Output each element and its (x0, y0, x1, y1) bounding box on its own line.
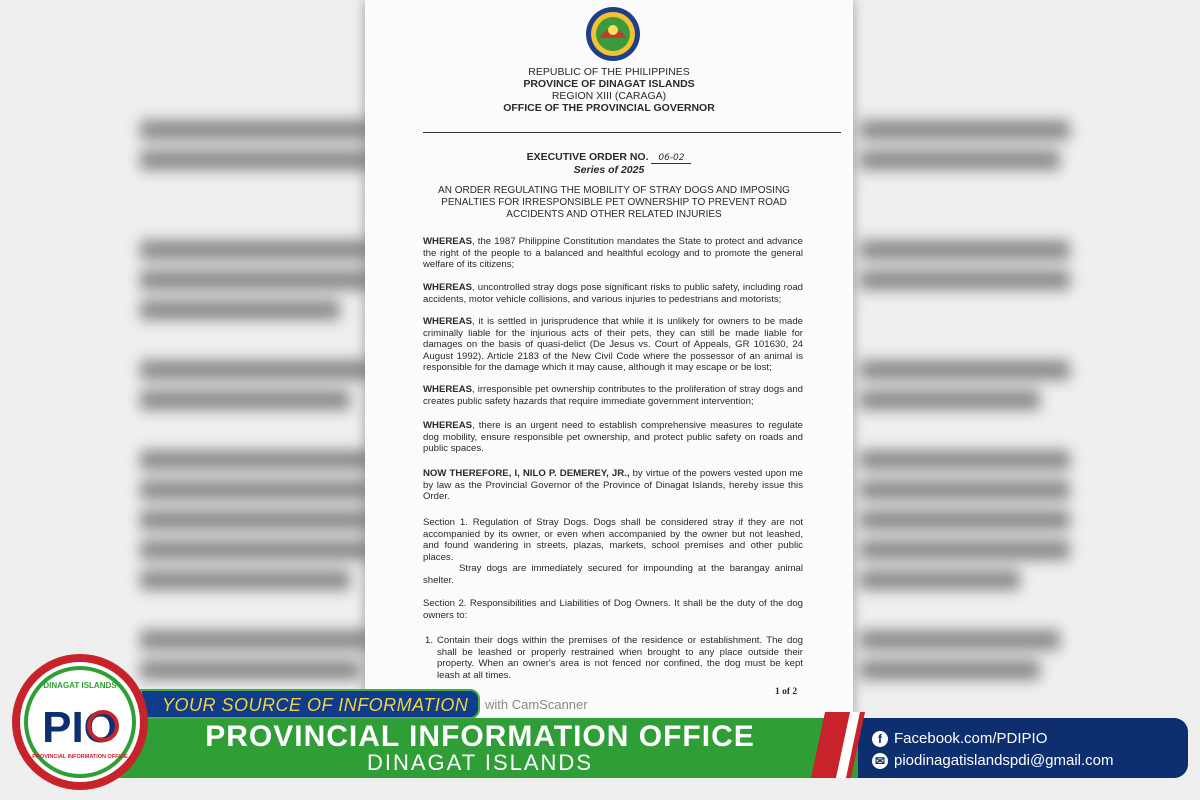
order-label: EXECUTIVE ORDER NO. (526, 151, 649, 163)
header-office: OFFICE OF THE PROVINCIAL GOVERNOR (503, 102, 715, 114)
facebook-text: Facebook.com/PDIPIO (894, 730, 1048, 747)
section-1-b: Stray dogs are immediately secured for impounding at the barangay animal shelter. (423, 563, 803, 586)
header-region: REGION XIII (CARAGA) (551, 90, 667, 102)
facebook-link[interactable] (872, 730, 1047, 747)
contact-panel (858, 718, 1188, 778)
executive-order-heading (365, 151, 853, 164)
page-number: 1 of 2 (775, 687, 798, 697)
scanner-watermark: with CamScanner (485, 697, 588, 712)
list-item-text: Contain their dogs within the premises of the residence or establishment. The dog shall be leashed or properly restrained when brought to any place outside their property. When an owner's area is not fenced nor confined, the dog must be kept leash at all times. (437, 635, 803, 681)
list-item-number: 1. (425, 635, 434, 646)
svg-text:DINAGAT ISLANDS: DINAGAT ISLANDS (43, 681, 117, 690)
list-item (425, 635, 803, 681)
tagline-bar (140, 689, 480, 719)
mail-icon: ✉ (872, 753, 888, 769)
whereas-text: , there is an urgent need to establish comprehensive measures to regulate dog mobility, ensure responsible pet ownership, and protect public safety on roads and public spaces. (423, 420, 803, 454)
document-page (365, 0, 853, 720)
whereas-text: , irresponsible pet ownership contributes to the proliferation of stray dogs and creates public safety hazards that require immediate government intervention; (423, 384, 803, 407)
email-link[interactable] (872, 752, 1114, 769)
now-therefore-text: by virtue of the powers vested upon me by law as the Provincial Governor of the Province of Dinagat Islands, hereby issue this Order. (423, 468, 803, 502)
header-divider (423, 132, 841, 133)
pio-logo-icon (10, 652, 150, 792)
order-series: Series of 2025 (573, 164, 645, 176)
provincial-seal-icon (585, 6, 641, 62)
section-2: Section 2. Responsibilities and Liabilities of Dog Owners. It shall be the duty of the dog owners to: (423, 598, 803, 621)
whereas-paragraph-1 (423, 236, 803, 271)
whereas-label: WHEREAS (423, 236, 473, 247)
order-number: 06-02 (651, 153, 691, 164)
whereas-paragraph-4 (423, 384, 803, 407)
whereas-text: , it is settled in jurisprudence that while it is unlikely for owners to be made criminally liable for the injurious acts of their pets, they can still be made liable for damages on the basis of quasi-delict (De Jesus vs. Court of Appeals, GR 101630, 24 August 1992). Article 2183 of the New Civil Code where the possessor of an animal is responsible for the damage which it may cause, although it may escape or be lost; (423, 316, 803, 373)
whereas-paragraph-2 (423, 282, 803, 305)
svg-text:PIO: PIO (42, 703, 118, 752)
whereas-label: WHEREAS (423, 282, 473, 293)
office-title: PROVINCIAL INFORMATION OFFICE (205, 720, 755, 753)
office-subtitle: DINAGAT ISLANDS (366, 750, 593, 775)
whereas-paragraph-3 (423, 316, 803, 374)
whereas-label: WHEREAS (423, 316, 473, 327)
now-therefore-label: NOW THEREFORE, I, NILO P. DEMEREY, JR., (423, 468, 630, 479)
svg-text:PROVINCIAL INFORMATION OFFICE: PROVINCIAL INFORMATION OFFICE (32, 754, 128, 760)
whereas-paragraph-5 (423, 420, 803, 455)
whereas-label: WHEREAS (423, 420, 473, 431)
header-province: PROVINCE OF DINAGAT ISLANDS (523, 78, 695, 90)
order-title: AN ORDER REGULATING THE MOBILITY OF STRAY DOGS AND IMPOSING PENALTIES FOR IRRESPONSIBLE PET OWNERSHIP TO PREVENT ROAD ACCIDENTS AND OTHER RELATED INJURIES (438, 185, 790, 220)
email-text: piodinagatislandspdi@gmail.com (894, 752, 1114, 769)
whereas-label: WHEREAS (423, 384, 473, 395)
tagline: YOUR SOURCE OF INFORMATION (162, 695, 469, 715)
facebook-icon: f (872, 731, 888, 747)
header-republic: REPUBLIC OF THE PHILIPPINES (528, 66, 690, 78)
whereas-text: , uncontrolled stray dogs pose significant risks to public safety, including road accidents, motor vehicle collisions, and various injuries to pedestrians and motorists; (423, 282, 803, 305)
now-therefore-paragraph (423, 468, 803, 503)
section-1: Section 1. Regulation of Stray Dogs. Dogs shall be considered stray if they are not accompanied by its owner, or even when accompanied by the owner but not leashed, and found wandering in streets, plazas, markets, school premises and other public places. (423, 517, 803, 563)
whereas-text: , the 1987 Philippine Constitution mandates the State to protect and advance the right of the people to a balanced and healthful ecology and to promote the general welfare of its citizens; (423, 236, 803, 270)
